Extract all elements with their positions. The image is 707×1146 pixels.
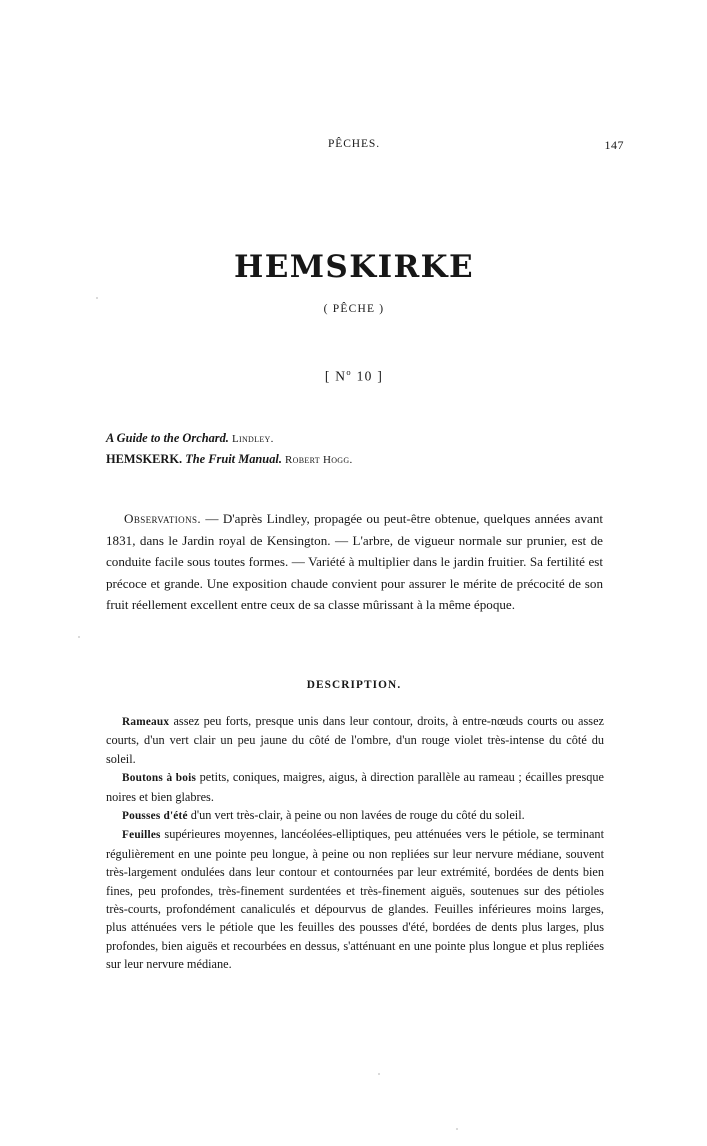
page-number: 147 — [604, 138, 624, 152]
entry-number — [106, 367, 602, 385]
scan-speck — [78, 636, 80, 638]
description-body — [106, 712, 604, 974]
page-subtitle: ( PÊCHE ) — [323, 303, 385, 315]
entry-number-value: 10 ] — [356, 368, 384, 384]
description-text: supérieures moyennes, lancéolées-elliptiques, peu atténuées vers le pétiole, se terminant régulièrement en une pointe peu longue, à peine ou non repliées sur leur nervure médiane, souvent très-largement ondulées dans leur contour et contournées par leur extrémité, bordées de dents bien fines, peu profondes, très-finement surdentées et très-finement aiguës, soutenues sur des pétioles très-courts, profondément canaliculés et dépourvus de glandes. Feuilles inférieures moins larges, plus atténuées vers le pétiole que les feuilles des pousses d'été, bordées de dents plus larges, plus profondes, bien aiguës et recourbées en dessus, s'atténuant en une pointe plus longue et plus repliées sur leur nervure médiane. — [106, 827, 604, 972]
reference-item — [106, 449, 602, 470]
reference-item — [106, 428, 602, 449]
scan-speck — [456, 1128, 458, 1130]
description-text: assez peu forts, presque unis dans leur contour, droits, à entre-nœuds courts ou assez courts, d'un vert clair un peu jaune du côté de l'ombre, d'un rouge violet très-intense du côté du soleil. — [106, 714, 604, 766]
entry-number-prefix: [ N — [324, 368, 347, 384]
reference-author: Lindley. — [232, 433, 274, 445]
description-entry — [106, 825, 604, 973]
scan-speck — [96, 297, 98, 299]
reference-author: Robert Hogg. — [285, 454, 353, 466]
description-text: petits, coniques, maigres, aigus, à direction parallèle au rameau ; écailles presque noires et bien glabres. — [106, 770, 604, 804]
description-entry — [106, 768, 604, 806]
reference-name: HEMSKERK. — [106, 452, 183, 466]
description-entry — [106, 712, 604, 768]
reference-work: The Fruit Manual. — [185, 452, 282, 466]
observations-text: — D'après Lindley, propagée ou peut-être obtenue, quelques années avant 1831, dans le Jardin royal de Kensington. — L'arbre, de vigueur normale sur prunier, est de conduite facile sous toutes formes. — Variété à multiplier dans le jardin fruitier. Sa fertilité est précoce et grande. Une exposition chaude convient pour assurer le mérite de précocité de son fruit réellement excellent entre ceux de sa classe mûrissant à la même époque. — [106, 511, 603, 612]
running-head — [106, 138, 624, 154]
description-term: Feuilles — [122, 829, 161, 842]
reference-list — [106, 428, 602, 470]
description-entry — [106, 806, 604, 825]
entry-number-ordinal: o — [346, 367, 352, 377]
description-heading: DESCRIPTION. — [306, 679, 402, 691]
reference-work: A Guide to the Orchard. — [106, 431, 229, 445]
description-term: Pousses d'été — [122, 810, 188, 823]
observations-label: Observations. — [124, 511, 202, 526]
description-term: Rameaux — [122, 716, 170, 728]
page-title: HEMSKIRKE — [234, 248, 474, 285]
scan-speck — [378, 1073, 380, 1075]
running-head-title: PÊCHES. — [328, 138, 380, 150]
observations-paragraph — [106, 508, 603, 616]
description-term: Boutons à bois — [122, 772, 197, 785]
description-text: d'un vert très-clair, à peine ou non lavées de rouge du côté du soleil. — [187, 808, 525, 823]
